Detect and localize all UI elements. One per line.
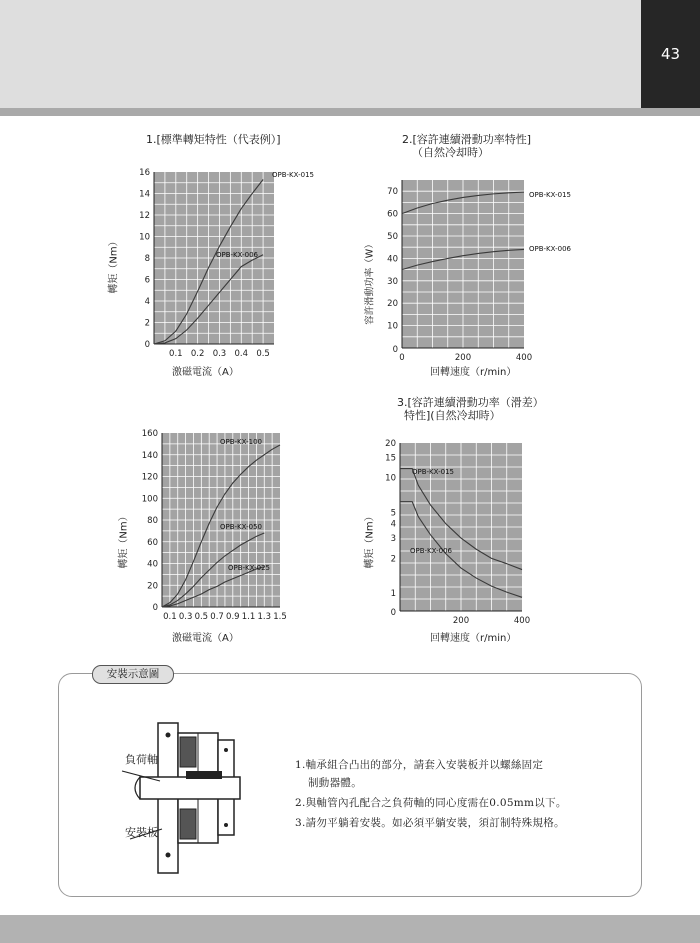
y-tick-label: 16 bbox=[139, 168, 150, 178]
y-tick-label: 0 bbox=[152, 603, 158, 613]
y-tick-label: 60 bbox=[387, 209, 398, 220]
chart4-ylabel: 轉矩（Nm） bbox=[364, 511, 376, 569]
x-tick-label: 0.9 bbox=[226, 612, 240, 622]
x-tick-label: 0 bbox=[399, 353, 405, 363]
page-number-box bbox=[641, 0, 700, 108]
y-tick-label: 20 bbox=[147, 581, 158, 592]
chart2-title-line2: （自然冷却時） bbox=[412, 146, 489, 159]
y-tick-label: 6 bbox=[144, 275, 150, 286]
y-tick-label: 20 bbox=[385, 439, 396, 449]
x-tick-label: 200 bbox=[454, 353, 472, 363]
install-note-1: 1.軸承組合凸出的部分，請套入安裝板并以螺絲固定 bbox=[295, 759, 544, 771]
y-tick-label: 10 bbox=[139, 232, 150, 243]
y-tick-label: 14 bbox=[139, 189, 150, 200]
y-tick-label: 4 bbox=[144, 297, 150, 307]
y-tick-label: 2 bbox=[144, 318, 150, 329]
y-tick-label: 80 bbox=[147, 516, 158, 526]
y-tick-label: 160 bbox=[141, 429, 158, 439]
x-tick-label: 1.5 bbox=[273, 612, 287, 622]
y-tick-label: 0 bbox=[390, 608, 396, 618]
install-note-3: 3.請勿平躺着安裝。如必須平躺安裝，須訂制特殊規格。 bbox=[295, 817, 565, 829]
series-label: OPB-KX-006 bbox=[410, 547, 452, 555]
install-label: 安裝示意圖 bbox=[92, 665, 174, 684]
y-tick-label: 120 bbox=[141, 472, 158, 483]
header-bar bbox=[0, 0, 700, 108]
series-label: OPB-KX-025 bbox=[228, 564, 270, 572]
series-label: OPB-KX-006 bbox=[529, 245, 571, 253]
install-note-1-cont: 制動器體。 bbox=[308, 777, 362, 789]
x-tick-label: 0.7 bbox=[210, 612, 224, 622]
y-tick-label: 60 bbox=[147, 537, 158, 548]
install-note-2: 2.與軸管內孔配合之負荷軸的同心度需在0.05mm以下。 bbox=[295, 797, 567, 809]
x-tick-label: 0.3 bbox=[212, 349, 227, 359]
y-tick-label: 12 bbox=[139, 211, 150, 221]
chart4-slip-torque bbox=[370, 435, 615, 635]
install-diagram bbox=[100, 715, 260, 880]
series-label: OPB-KX-015 bbox=[272, 171, 314, 179]
x-tick-label: 0.1 bbox=[169, 349, 183, 359]
x-tick-label: 0.5 bbox=[256, 349, 270, 359]
y-tick-label: 8 bbox=[144, 254, 150, 264]
load-shaft-label: 負荷軸 bbox=[125, 753, 158, 766]
chart2-ylabel: 容許滑動功率（W） bbox=[364, 239, 376, 325]
page-number: 43 bbox=[660, 45, 681, 63]
y-tick-label: 2 bbox=[390, 554, 396, 565]
coil-hatch-top bbox=[180, 737, 196, 767]
load-shaft bbox=[140, 777, 240, 799]
coil-hatch-bottom bbox=[180, 809, 196, 839]
y-tick-label: 3 bbox=[390, 534, 396, 545]
y-tick-label: 10 bbox=[387, 321, 398, 332]
x-tick-label: 400 bbox=[515, 353, 533, 363]
footer-bar bbox=[0, 915, 700, 943]
y-tick-label: 5 bbox=[390, 508, 396, 519]
x-tick-label: 0.4 bbox=[234, 349, 249, 359]
series-label: OPB-KX-050 bbox=[220, 523, 262, 531]
series-label: OPB-KX-015 bbox=[529, 191, 571, 199]
y-tick-label: 20 bbox=[387, 299, 398, 310]
series-label: OPB-KX-015 bbox=[412, 468, 454, 476]
chart3-xlabel: 激磁電流（A） bbox=[172, 633, 239, 644]
chart3-torque-current bbox=[110, 425, 345, 635]
y-tick-label: 30 bbox=[387, 276, 398, 287]
y-tick-label: 40 bbox=[387, 254, 398, 265]
y-tick-label: 100 bbox=[141, 494, 158, 505]
chart2-xlabel: 回轉速度（r/min） bbox=[430, 367, 517, 378]
x-tick-label: 1.3 bbox=[257, 612, 272, 622]
x-tick-label: 1.1 bbox=[241, 612, 256, 622]
y-tick-label: 1 bbox=[390, 589, 396, 600]
y-tick-label: 0 bbox=[144, 340, 150, 350]
y-tick-label: 10 bbox=[385, 473, 396, 484]
y-tick-label: 15 bbox=[385, 453, 396, 464]
x-tick-label: 400 bbox=[513, 616, 531, 626]
mount-plate-label: 安裝板 bbox=[125, 826, 158, 839]
chart3-ylabel: 轉矩（Nm） bbox=[118, 511, 130, 569]
bearing bbox=[186, 771, 222, 779]
series-label: OPB-KX-006 bbox=[216, 251, 258, 259]
chart4-title-line2: 特性](自然冷却時） bbox=[404, 409, 501, 422]
chart2-title-line1: 2.[容許連續滑動功率特性] bbox=[402, 133, 532, 146]
x-tick-label: 0.2 bbox=[190, 349, 205, 359]
chart1-torque-current bbox=[110, 160, 330, 390]
chart4-xlabel: 回轉速度（r/min） bbox=[430, 633, 517, 644]
y-tick-label: 4 bbox=[390, 519, 396, 530]
chart2-slip-power bbox=[370, 170, 610, 390]
header-band bbox=[0, 108, 700, 116]
chart1-xlabel: 激磁電流（A） bbox=[172, 367, 239, 378]
x-tick-label: 200 bbox=[452, 616, 470, 626]
y-tick-label: 40 bbox=[147, 559, 158, 570]
y-tick-label: 50 bbox=[387, 232, 398, 242]
chart1-title: 1.[標準轉矩特性（代表例）] bbox=[146, 133, 281, 146]
series-label: OPB-KX-100 bbox=[220, 438, 262, 446]
y-tick-label: 70 bbox=[387, 187, 398, 198]
chart1-ylabel: 轉矩（Nm） bbox=[108, 236, 120, 294]
y-tick-label: 0 bbox=[392, 345, 398, 355]
x-tick-label: 0.5 bbox=[194, 612, 209, 622]
x-tick-label: 0.3 bbox=[178, 612, 193, 622]
x-tick-label: 0.1 bbox=[163, 612, 177, 622]
chart4-title-line1: 3.[容許連續滑動功率（滑差） bbox=[397, 396, 544, 409]
y-tick-label: 140 bbox=[141, 450, 158, 461]
